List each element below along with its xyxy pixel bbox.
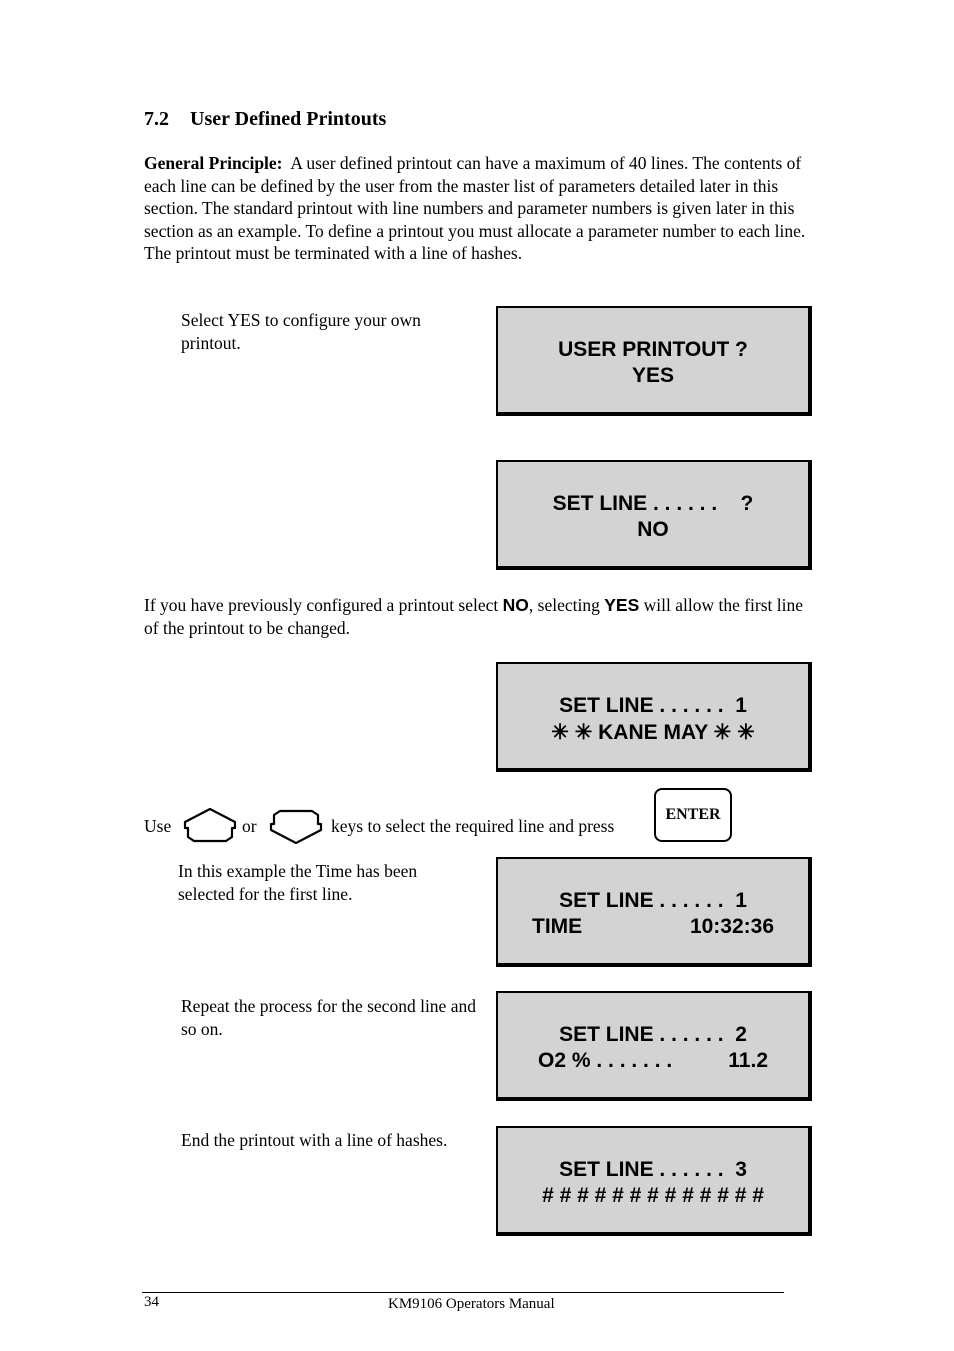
footer-divider [142, 1292, 784, 1293]
display-line-2: NO [637, 518, 669, 541]
footer-title: KM9106 Operators Manual [388, 1296, 555, 1312]
enter-key-label: ENTER [665, 806, 721, 823]
display-line-1: SET LINE . . . . . . 1 [559, 889, 747, 912]
display-line-2: # # # # # # # # # # # # # [542, 1184, 764, 1207]
previous-text-pre: If you have previously configured a printout select [144, 595, 503, 615]
keys-or-label: or [242, 816, 257, 836]
no-keyword: NO [502, 595, 529, 615]
display-set-line-question [496, 460, 812, 570]
display-param-name: O2 % . . . . . . . [538, 1049, 673, 1072]
display-line-1: USER PRINTOUT ? [558, 338, 748, 361]
intro-paragraph [144, 152, 810, 265]
previous-text-mid: , selecting [528, 595, 605, 615]
display-line-2 [498, 1049, 808, 1073]
section-title: User Defined Printouts [190, 108, 387, 130]
section-heading [144, 108, 386, 131]
step-select-yes-text: Select YES to configure your own printout. [181, 310, 421, 353]
enter-key-icon [654, 788, 732, 842]
display-param-value: 10:32:36 [689, 915, 774, 938]
display-line-2: YES [631, 364, 675, 387]
display-set-line-1-kane-may [496, 662, 812, 772]
display-user-printout [496, 306, 812, 416]
display-line-1: SET LINE . . . . . . 3 [559, 1158, 747, 1181]
end-hashes-text: End the printout with a line of hashes. [181, 1130, 448, 1150]
yes-keyword: YES [604, 595, 640, 615]
display-set-line-2-o2 [496, 991, 812, 1101]
display-set-line-3-hashes [496, 1126, 812, 1236]
up-arrow-key-icon [182, 806, 238, 844]
page-number: 34 [144, 1294, 159, 1310]
repeat-process-text: Repeat the process for the second line and so on. [181, 996, 476, 1039]
keys-instruction-text: keys to select the required line and press [331, 816, 615, 836]
keys-use-label: Use [144, 816, 172, 836]
previous-config-paragraph [144, 594, 810, 639]
display-param-name: TIME [532, 915, 583, 938]
down-arrow-key-icon [268, 808, 324, 846]
display-line-1: SET LINE . . . . . . 2 [559, 1023, 747, 1046]
intro-label: General Principle: [144, 153, 283, 173]
display-set-line-1-time [496, 857, 812, 967]
example-time-text: In this example the Time has been selected for the first line. [178, 861, 418, 904]
display-line-1: SET LINE . . . . . . ? [552, 492, 754, 515]
previous-text-post: will allow the first line of the printout to be changed. [144, 595, 804, 638]
intro-text: A user defined printout can have a maximum of 40 lines. The contents of each line can be defined by the user from the master list of parameters detailed later in this section. The standard printout with line numbers and parameter numbers is given later in this section as an example. To define a printout you must allocate a parameter number to each line. The printout must be terminated with a line of hashes. [144, 153, 806, 263]
display-param-value: 11.2 [728, 1049, 768, 1072]
display-line-1: SET LINE . . . . . . 1 [559, 694, 747, 717]
display-line-2: ✳ ✳ KANE MAY ✳ ✳ [551, 721, 755, 744]
section-number: 7.2 [144, 108, 169, 130]
display-line-2 [498, 915, 808, 939]
